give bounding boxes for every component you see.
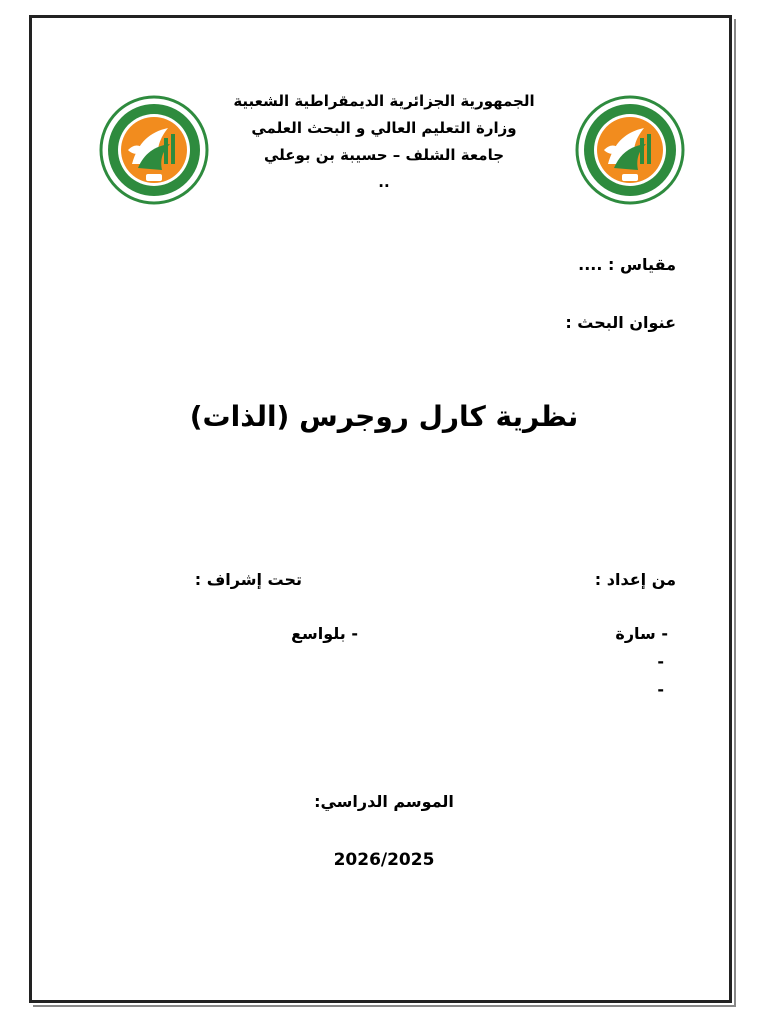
student-item-3: - xyxy=(657,680,664,699)
header-line-ministry: وزارة التعليم العالي و البحث العلمي xyxy=(251,119,517,137)
supervisor-name: - بلواسع xyxy=(291,624,358,643)
student-item-2: - xyxy=(657,652,664,671)
supervised-by-label: تحت إشراف : xyxy=(194,570,302,589)
header-line-dots: .. xyxy=(378,173,390,191)
academic-season-label: الموسم الدراسي: xyxy=(314,792,454,811)
student-item-1: - سارة xyxy=(615,624,668,643)
university-logo-left xyxy=(98,94,210,206)
module-label: مقياس : .... xyxy=(578,255,676,274)
header-line-republic: الجمهورية الجزائرية الديمقراطية الشعبية xyxy=(233,92,535,110)
university-logo-right xyxy=(574,94,686,206)
academic-year: 2026/2025 xyxy=(333,850,435,870)
header-line-university: جامعة الشلف – حسيبة بن بوعلي xyxy=(263,146,505,164)
prepared-by-label: من إعداد : xyxy=(594,570,676,589)
research-title-label: عنوان البحث : xyxy=(565,313,676,332)
research-title: نظرية كارل روجرس (الذات) xyxy=(189,400,579,433)
